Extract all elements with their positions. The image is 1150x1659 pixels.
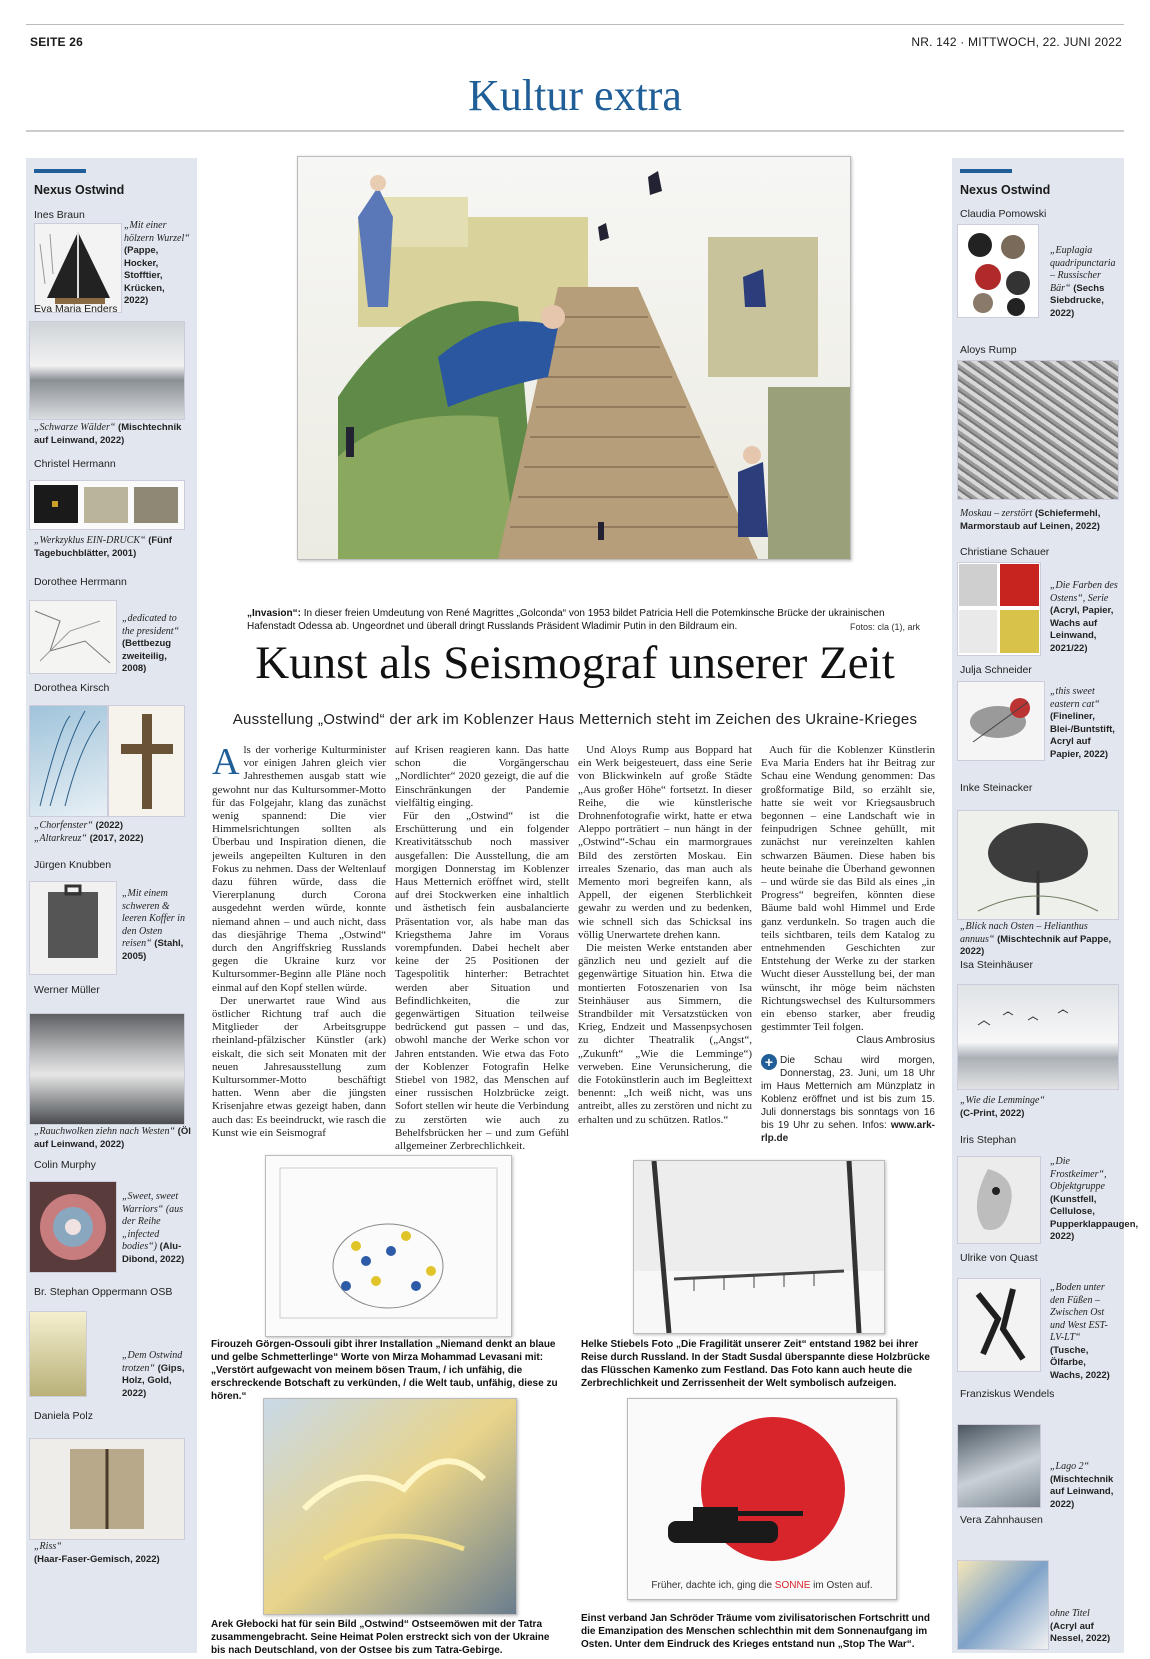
artwork-entry bbox=[960, 208, 1118, 220]
artwork-caption: Moskau – zerstört (Schiefermehl, Marmorstaub auf Leinen, 2022) bbox=[960, 508, 1101, 532]
article-headline: Kunst als Seismograf unserer Zeit bbox=[255, 637, 895, 689]
article-column-4: Auch für die Koblenzer Künstlerin Eva Maria Enders hat ihr Beitrag zur Schau eine Wendung genommen: Das großformatige Bild, so erzählt sie, hatte sie weit vor Kriegsausbruch begonnen – eine Landschaft wie in feinpudrigen Schnee gehüllt, mit zunächst nur vereinzelten kahlen schwarzen Bäumen. Diese haben bis heute beinahe die Überhand gewonnen – und würde sie das Bild als eines „in Progress“ begreifen, könnten diese Bäume bald wohl Himmel und Erde ganz verdunkeln. So tragen auch die teils sichtbaren, teils dem Katalog zu entnehmenden Geschichten zur Entstehung der Werke zu der starken Wucht dieser Ausstellung bei, der man wünscht, ihr möge beim nächsten Richtungswechsel des Kultursommers ein ebenso starker, aber freudig gestimmter Teil folgen. Claus Ambrosius + Die Schau wird morgen, Donnerstag, 23. Juni, um 18 Uhr im Haus Metternich am Münzplatz in Koblenz eröffnet und ist bis zum 15. Juli donnerstags bis sonntags von 16 bis 19 Uhr zu sehen. Infos: www.ark-rlp.de bbox=[761, 744, 935, 1144]
artwork-entry bbox=[34, 859, 191, 871]
artwork-caption: „Sweet, sweet Warriors“ (aus der Reihe „infected bodies“) (Alu-Dibond, 2022) bbox=[122, 1191, 185, 1265]
artist-name: Dorothee Herrmann bbox=[34, 576, 127, 588]
artwork-image bbox=[957, 562, 1041, 656]
artwork-caption: „Blick nach Osten – Helianthus annuus“ (Mischtechnik auf Pappe, 2022) bbox=[960, 921, 1112, 957]
artwork-caption: „Rauchwolken ziehn nach Westen“ (Öl auf Leinwand, 2022) bbox=[34, 1126, 191, 1150]
artwork-caption: „Schwarze Wälder“ (Mischtechnik auf Leinwand, 2022) bbox=[34, 422, 182, 446]
artist-name: Iris Stephan bbox=[960, 1134, 1017, 1146]
photo-credit: Fotos: cla (1), ark bbox=[850, 622, 921, 632]
artist-name: Eva Maria Enders bbox=[34, 303, 118, 315]
photo-bridge bbox=[633, 1160, 885, 1334]
artwork-image bbox=[957, 1424, 1041, 1508]
main-image-caption: „Invasion“: In dieser freien Umdeutung von René Magrittes „Golconda“ von 1953 bildet Patricia Hell die Potemkinsche Brücke der ukrainischen Hafenstadt Odessa ab. Ungeordnet und überall dringt Russlands Präsident Wladimir Putin in den Bildraum ein. bbox=[247, 608, 885, 632]
artwork-image bbox=[957, 810, 1119, 920]
artist-name: Inke Steinacker bbox=[960, 782, 1033, 794]
artwork-caption: „Lago 2“ (Mischtechnik auf Leinwand, 2022) bbox=[1050, 1461, 1114, 1510]
photo-gulls bbox=[263, 1398, 517, 1615]
artwork-image bbox=[34, 223, 122, 313]
artwork-entry bbox=[34, 1410, 191, 1422]
issue-line: NR. 142 · MITTWOCH, 22. JUNI 2022 bbox=[911, 35, 1122, 49]
artwork-caption: „Euplagia quadripunctaria – Russischer Bär“ (Sechs Siebdrucke, 2022) bbox=[1050, 245, 1116, 319]
artwork-image bbox=[29, 1311, 87, 1397]
artist-name: Ines Braun bbox=[34, 209, 85, 221]
artwork-entry bbox=[34, 1286, 191, 1298]
artwork-image bbox=[957, 1560, 1049, 1650]
top-rule bbox=[26, 24, 1124, 25]
artist-name: Vera Zahnhausen bbox=[960, 1514, 1043, 1526]
artwork-image bbox=[29, 1438, 185, 1540]
artwork-image bbox=[957, 681, 1045, 761]
article-column-1: Als der vorherige Kulturminister vor einigen Jahren gleich vier Jahresthemen ausgab statt wie gewohnt nur das Kultursommer-Motto für das Folgejahr, klang das zunächst wenig spannend: Die vier Himmelsrichtungen sollten als Überbau und Inspiration dienen, die jeweils angepeilten Kulturen in den Fokus zu nehmen. Dass der Weltenlauf dazu führen würde, dass die Viererplanung durch Corona ausgedehnt werden würde, konnte niemand ahnen – und auch nicht, dass das diesjährige Thema „Ostwind“ durch den Angriffskrieg Russlands gegen die Ukraine kurz vor Kultursommer-Beginn alle Pläne noch einmal auf den Kopf stellen würde. Der unerwartet raue Wind aus östlicher Richtung traf auch die Mitglieder der Arbeitsgruppe rheinland-pfälzischer Künstler (ark) eiskalt, die sich seit Monaten mit der neuen Jahresausstellung zum Kultursommer-Motto beschäftigt hatten. Wenn aber die jüngsten Krisenjahre etwas gezeigt haben, dann auch das: Es beeindruckt, wie rasch die Kunst wie ein Seismograf bbox=[212, 741, 386, 1139]
artwork-image bbox=[29, 881, 117, 975]
artwork-entry bbox=[960, 664, 1118, 676]
artwork-entry bbox=[34, 458, 191, 470]
photo-caption-bridge: Helke Stiebels Foto „Die Fragilität unserer Zeit“ entstand 1982 bei ihrer Reise durch Russland. In der Stadt Susdal überspannte diese Holzbrücke das Flüsschen Kamenko zum Festland. Das Foto kann auch heute die Zerbrechlichkeit und Zerrissenheit der Welt symbolisch aufzeigen. bbox=[581, 1339, 930, 1389]
artwork-image bbox=[108, 705, 185, 817]
artist-name: Claudia Pomowski bbox=[960, 208, 1047, 220]
artwork-image bbox=[957, 224, 1039, 318]
photo-caption-butterflies: Firouzeh Görgen-Ossouli gibt ihrer Installation „Niemand denkt an blaue und gelbe Schmetterlinge“ Worte von Mirza Mohammad Levasani mit: „Verstört aufgewacht von meinem bösen Traum, / ich unfähig, die erschreckende Botschaft zu verkünden, / die Welt taub, unfähig, diese zu hören.“ bbox=[211, 1339, 558, 1402]
artwork-caption: „Werkzyklus EIN-DRUCK“ (Fünf Tagebuchblätter, 2001) bbox=[34, 535, 172, 559]
artwork-entry bbox=[960, 1388, 1118, 1400]
info-link[interactable]: www.ark-rlp.de bbox=[761, 1119, 935, 1144]
article-subhead: Ausstellung „Ostwind“ der ark im Koblenzer Haus Metternich steht im Zeichen des Ukraine-Krieges bbox=[232, 711, 918, 728]
artwork-entry bbox=[34, 984, 191, 996]
artwork-image bbox=[29, 480, 185, 530]
artwork-entry bbox=[960, 546, 1118, 558]
article-column-3: Und Aloys Rump aus Boppard hat ein Werk beigesteuert, dass eine Serie von Blickwinkeln auf große Städte „Aus großer Höhe“ fortsetzt. In dieser Reihe, die wie künstlerische Drohnenfotografie wirkt, hatte er etwa Aleppo porträtiert – nun hängt in der „Ostwind“-Schau ein marmorgraues Bild des zerstörten Moskau. Ein irreales Szenario, das man auch als Memento mori begreifen kann, als Appell, der eigenen Sterblichkeit gewahr zu werden und zu bedenken, wie schnell sich das Schicksal ins völlig Unerwartete drehen kann. Die meisten Werke entstanden aber gänzlich neu und gezielt auf die gegenwärtige Situation hin. Etwa die montierten Fotoszenarien von Isa Steinhäuser aus Simmern, die Strandbilder mit Versatzstücken von Krieg, Endzeit und Massenpsychosen zu dichter Theatralik („Angst“, „Zukunft“ „Wie die Lemminge“) verweben. Eine Verunsicherung, die die Fotokünstlerin auch im Begleittext benennt: „Ich weiß nicht, was uns antreibt, alles zu zerstören und nicht zu erhalten und zu schützen. Ratlos.“ bbox=[578, 744, 752, 1126]
artist-name: Br. Stephan Oppermann OSB bbox=[34, 1286, 173, 1298]
right-sidebar bbox=[952, 158, 1139, 1653]
artwork-caption: ohne Titel (Acryl auf Nessel, 2022) bbox=[1050, 1608, 1111, 1644]
artwork-image bbox=[29, 1013, 185, 1125]
sidebar-accent-bar bbox=[34, 169, 86, 173]
artwork-inscription: Früher, dachte ich, ging die SONNE im Osten auf. bbox=[651, 1580, 873, 1591]
artist-name: Ulrike von Quast bbox=[960, 1252, 1038, 1264]
artist-name: Isa Steinhäuser bbox=[960, 959, 1033, 971]
artist-name: Werner Müller bbox=[34, 984, 100, 996]
artwork-entry bbox=[960, 344, 1118, 356]
artist-name: Colin Murphy bbox=[34, 1159, 96, 1171]
drop-cap: A bbox=[212, 741, 240, 783]
photo-sun-tank bbox=[627, 1398, 897, 1600]
artist-name: Franziskus Wendels bbox=[960, 1388, 1055, 1400]
artist-name: Christel Hermann bbox=[34, 458, 116, 470]
artwork-entry bbox=[960, 782, 1118, 794]
artist-name: Julja Schneider bbox=[960, 664, 1032, 676]
sidebar-accent-bar bbox=[960, 169, 1012, 173]
artwork-caption: „Boden unter den Füßen – Zwischen Ost und West EST-LV-LT“ (Tusche, Ölfarbe, Wachs, 2022) bbox=[1050, 1282, 1110, 1381]
plus-icon: + bbox=[761, 1054, 777, 1070]
artwork-entry bbox=[960, 1514, 1118, 1526]
artwork-caption: „Riss“ (Haar-Faser-Gemisch, 2022) bbox=[34, 1541, 160, 1565]
section-title: Kultur extra bbox=[468, 71, 682, 120]
artist-name: Jürgen Knubben bbox=[34, 859, 112, 871]
artist-name: Daniela Polz bbox=[34, 1410, 93, 1422]
main-artwork bbox=[297, 156, 851, 560]
artwork-image bbox=[29, 321, 185, 420]
artwork-caption: „Wie die Lemminge“ (C-Print, 2022) bbox=[960, 1095, 1045, 1119]
article-author: Claus Ambrosius bbox=[856, 1034, 935, 1047]
artwork-caption: „Dem Ostwind trotzen“ (Gips, Holz, Gold, 2022) bbox=[122, 1350, 185, 1399]
artwork-caption: „Die Frostkeimer“, Objektgruppe (Kunstfell, Cellulose, Pupperklappaugen, 2022) bbox=[1050, 1156, 1139, 1242]
artwork-entry bbox=[34, 576, 191, 588]
artwork-entry bbox=[34, 303, 191, 315]
photo-caption-sun: Einst verband Jan Schröder Träume vom zivilisatorischen Fortschritt und die Emanzipation des Menschen schlechthin mit dem Sonnenaufgang im Osten. Unter dem Eindruck des Krieges entstand nun „Stop The War“. bbox=[581, 1613, 930, 1650]
artwork-entry bbox=[34, 1159, 191, 1171]
artwork-entry bbox=[960, 959, 1118, 971]
artwork-image bbox=[957, 1278, 1041, 1372]
artwork-image bbox=[957, 360, 1119, 500]
artwork-entry bbox=[960, 1134, 1118, 1146]
artwork-image bbox=[957, 984, 1119, 1090]
left-sidebar bbox=[26, 158, 197, 1653]
artwork-caption: „Die Farben des Ostens“, Serie (Acryl, Papier, Wachs auf Leinwand, 2021/22) bbox=[1050, 580, 1118, 654]
artwork-image bbox=[29, 600, 117, 674]
artist-name: Christiane Schauer bbox=[960, 546, 1050, 558]
photo-caption-gulls: Arek Głebocki hat für sein Bild „Ostwind“ Ostseemöwen mit der Tatra zusammengebracht. Seine Heimat Polen erstreckt sich von der Ukraine bis nach Deutschland, von der Ostsee bis zum Tatra-Gebirge. bbox=[211, 1619, 550, 1656]
photo-butterflies bbox=[265, 1155, 512, 1337]
artwork-image bbox=[957, 1156, 1041, 1244]
exhibition-info: + Die Schau wird morgen, Donnerstag, 23. Juni, um 18 Uhr im Haus Metternich am Münzplatz in Koblenz eröffnet und ist bis zum 15. Juli donnerstags bis sonntags von 16 bis 19 Uhr zu sehen. Infos: www.ark-rlp.de bbox=[761, 1053, 935, 1144]
section-rule bbox=[26, 130, 1124, 132]
artwork-entry bbox=[34, 682, 191, 694]
artwork-caption: „dedicated to the president“ (Bettbezug zweiteilig, 2008) bbox=[122, 613, 180, 674]
artwork-entry bbox=[960, 1252, 1118, 1264]
sidebar-title: Nexus Ostwind bbox=[960, 183, 1051, 197]
artwork-image bbox=[29, 705, 108, 817]
artist-name: Dorothea Kirsch bbox=[34, 682, 110, 694]
artist-name: Aloys Rump bbox=[960, 344, 1017, 356]
page-number: SEITE 26 bbox=[30, 35, 83, 49]
artwork-caption: „this sweet eastern cat“ (Fineliner, Blei-/Buntstift, Acryl auf Papier, 2022) bbox=[1050, 686, 1115, 760]
article-column-2: auf Krisen reagieren kann. Das hatte schon die Vorgängerschau „Nordlichter“ 2020 gezeigt, die auf die Einschränkungen der Pandemie vielfältig einging. Für den „Ostwind“ ist die Erschütterung und ein folgender Kreativitätsschub noch massiver ausgefallen: Die Ausstellung, die am morgigen Donnerstag im Koblenzer Haus Metternich eröffnet wird, stellt auf drei Stockwerken eine inhaltlich und ästhetisch fein ausbalancierte Präsentation vor, als habe man das Kriegsthema Jahre im Voraus vorempfunden. Dabei hechelt aber keine der 25 Positionen der Tagespolitik hinterher: Betrachtet werden aber Situation und Befindlichkeiten, die zur gegenwärtigen Situation teilweise bedrückend gut passen – und das, obwohl manche der Werke schon vor Jahren entstanden. Wie etwa das Foto der Koblenzer Fotografin Helke Stiebel von 1982, das Menschen auf einer russischen Holzbrücke zeigt. Sofort stellen wir heute die Verbindung zu zerstörten wie auch zu Behelfsbrücken her – und zum Gefühl allgemeiner Zerbrechlichkeit. bbox=[395, 744, 569, 1153]
sidebar-title: Nexus Ostwind bbox=[34, 183, 125, 197]
artwork-caption: „Mit einer hölzern Wurzel“ (Pappe, Hocker, Stofftier, Krücken, 2022) bbox=[124, 220, 190, 306]
artwork-caption: „Mit einem schweren & leeren Koffer in den Osten reisen“ (Stahl, 2005) bbox=[122, 888, 185, 962]
artwork-image bbox=[29, 1181, 117, 1273]
artwork-caption: „Chorfenster“ (2022) „Altarkreuz“ (2017, 2022) bbox=[34, 820, 144, 844]
